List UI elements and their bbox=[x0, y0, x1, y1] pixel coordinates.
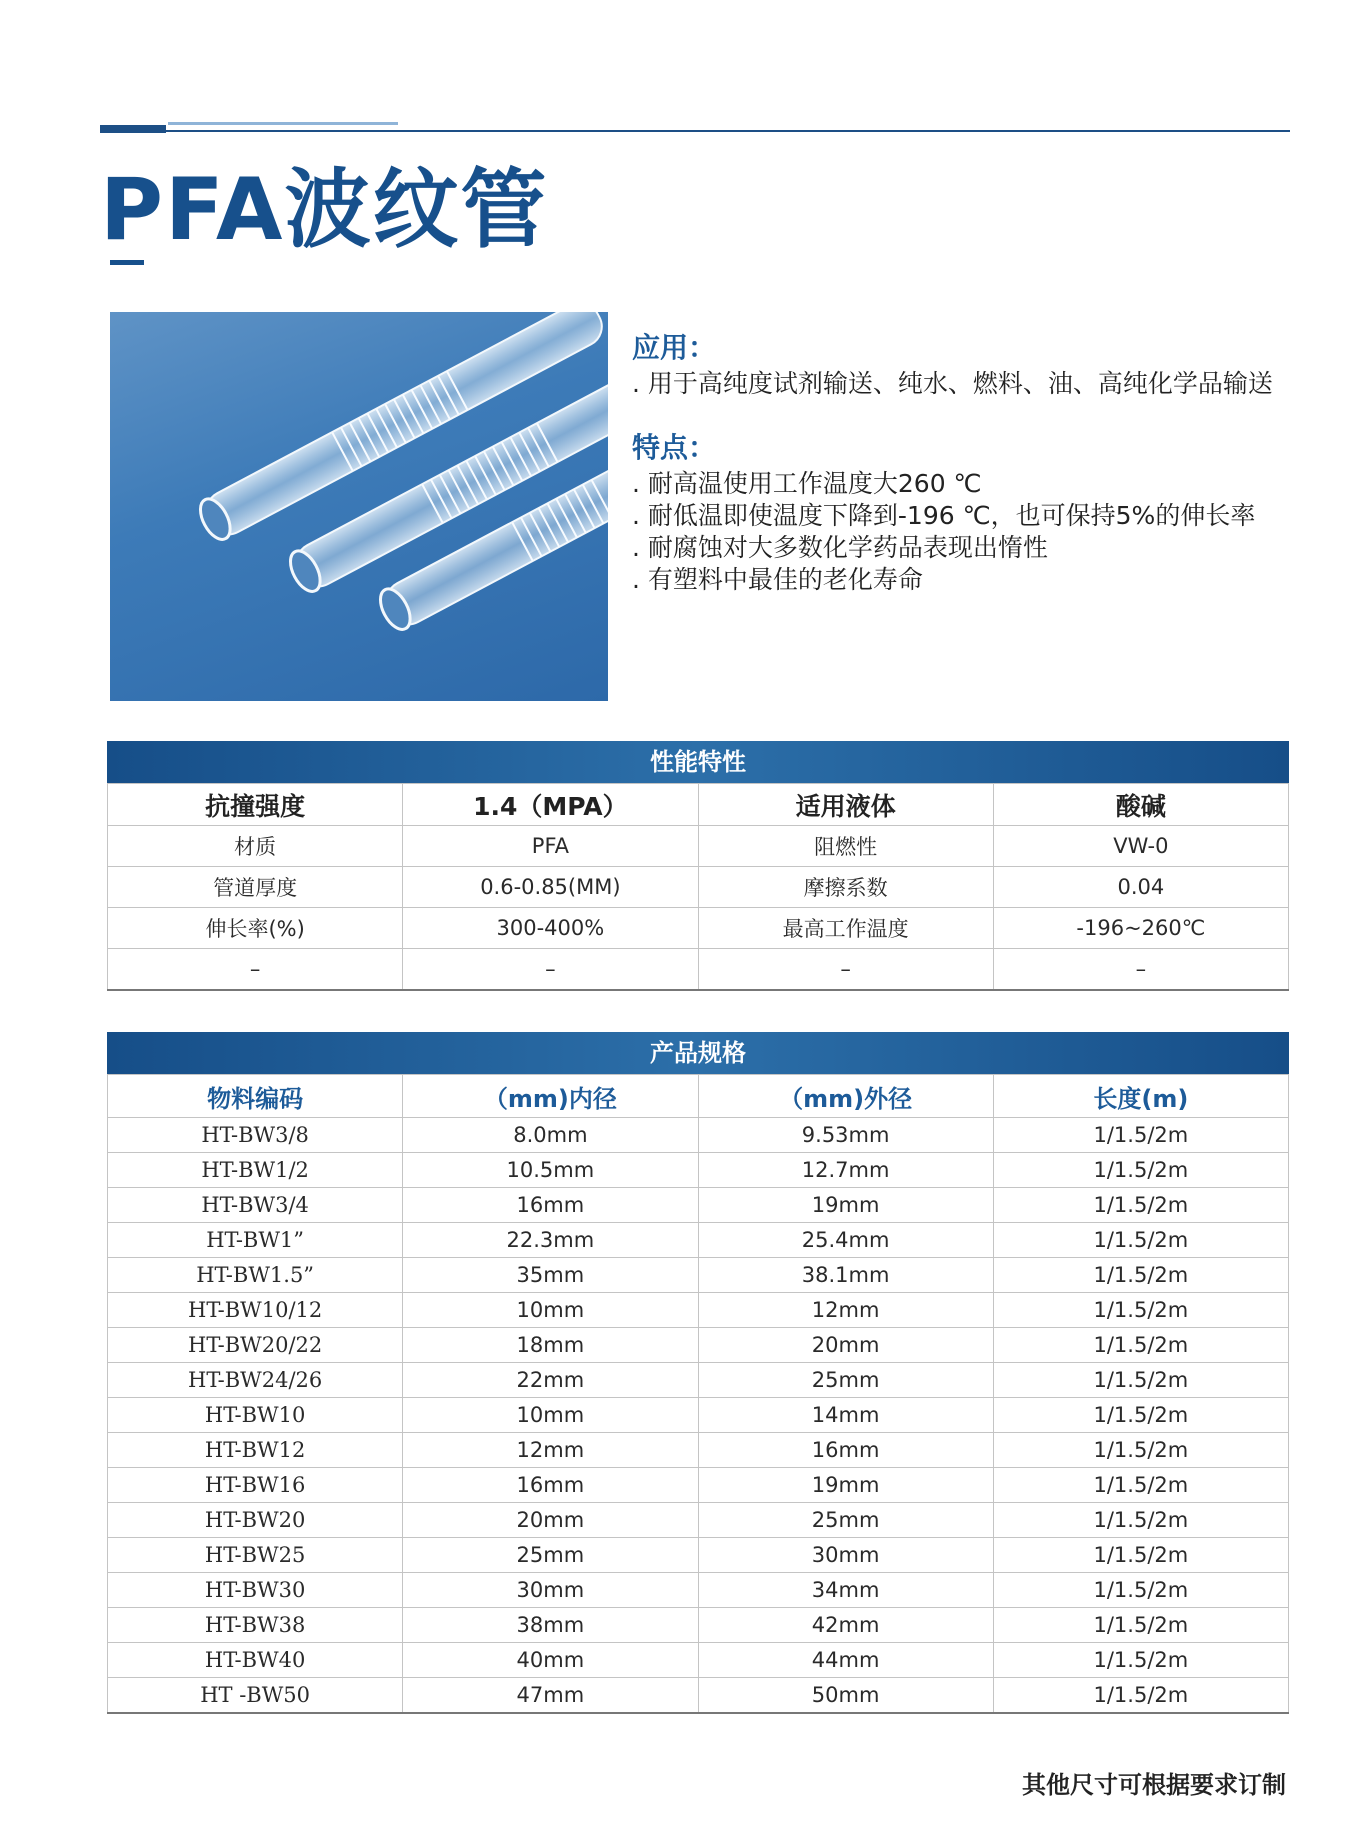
table-cell: 0.6-0.85(MM) bbox=[403, 867, 698, 908]
material-code-cell: HT-BW25 bbox=[108, 1538, 403, 1573]
table-cell: 40mm bbox=[403, 1643, 698, 1678]
table-cell: 0.04 bbox=[993, 867, 1288, 908]
corrugated-tube-illustration bbox=[110, 312, 608, 701]
table-row bbox=[108, 1433, 1289, 1468]
table-cell: 1/1.5/2m bbox=[993, 1573, 1288, 1608]
table-cell: 1/1.5/2m bbox=[993, 1503, 1288, 1538]
feature-item: . 耐高温使用工作温度大260 ℃ bbox=[632, 469, 982, 498]
table-row bbox=[108, 1118, 1289, 1153]
material-code-cell: HT-BW10 bbox=[108, 1398, 403, 1433]
table-cell: 14mm bbox=[698, 1398, 993, 1433]
table-row bbox=[108, 1678, 1289, 1714]
table-cell: 19mm bbox=[698, 1468, 993, 1503]
features-heading: 特点： bbox=[632, 431, 717, 464]
material-code-cell: HT-BW24/26 bbox=[108, 1363, 403, 1398]
table-cell: 1/1.5/2m bbox=[993, 1678, 1288, 1714]
material-code-cell: HT-BW3/4 bbox=[108, 1188, 403, 1223]
table-cell: 22mm bbox=[403, 1363, 698, 1398]
table-row bbox=[108, 1538, 1289, 1573]
table-cell: 18mm bbox=[403, 1328, 698, 1363]
custom-size-note: 其他尺寸可根据要求订制 bbox=[1022, 1771, 1286, 1799]
table-cell: 1/1.5/2m bbox=[993, 1538, 1288, 1573]
material-code-cell: HT-BW16 bbox=[108, 1468, 403, 1503]
title-underline-mark bbox=[110, 260, 144, 265]
table-cell: 1/1.5/2m bbox=[993, 1468, 1288, 1503]
table-cell: 50mm bbox=[698, 1678, 993, 1714]
product-info bbox=[632, 328, 1332, 596]
table-row bbox=[108, 1398, 1289, 1433]
table-cell: 30mm bbox=[403, 1573, 698, 1608]
material-code-cell: HT-BW30 bbox=[108, 1573, 403, 1608]
table-cell: 16mm bbox=[403, 1188, 698, 1223]
application-item: . 用于高纯度试剂输送、纯水、燃料、油、高纯化学品输送 bbox=[632, 369, 1273, 398]
material-code-cell: HT -BW50 bbox=[108, 1678, 403, 1714]
table-cell: 1/1.5/2m bbox=[993, 1118, 1288, 1153]
column-header: （mm)外径 bbox=[698, 1075, 993, 1118]
table-row bbox=[108, 1293, 1289, 1328]
performance-table-header: 性能特性 bbox=[107, 741, 1289, 783]
decorative-light-line bbox=[168, 122, 398, 125]
table-cell: 伸长率(%) bbox=[108, 908, 403, 949]
table-cell: 1/1.5/2m bbox=[993, 1293, 1288, 1328]
feature-item: . 耐低温即使温度下降到-196 ℃，也可保持5%的伸长率 bbox=[632, 501, 1256, 530]
product-photo bbox=[110, 312, 608, 701]
table-cell: 10mm bbox=[403, 1398, 698, 1433]
table-cell: 1.4（MPA） bbox=[403, 784, 698, 826]
table-cell: 1/1.5/2m bbox=[993, 1643, 1288, 1678]
spec-table-header: 产品规格 bbox=[107, 1032, 1289, 1074]
performance-table-block bbox=[107, 741, 1289, 991]
table-cell: VW-0 bbox=[993, 826, 1288, 867]
material-code-cell: HT-BW20 bbox=[108, 1503, 403, 1538]
table-row bbox=[108, 1363, 1289, 1398]
table-cell: 1/1.5/2m bbox=[993, 1258, 1288, 1293]
table-cell: 47mm bbox=[403, 1678, 698, 1714]
table-cell: – bbox=[993, 949, 1288, 991]
table-cell: 9.53mm bbox=[698, 1118, 993, 1153]
table-row bbox=[108, 908, 1289, 949]
spec-table bbox=[107, 1074, 1289, 1714]
table-cell: 12.7mm bbox=[698, 1153, 993, 1188]
page-title: PFA波纹管 bbox=[100, 160, 549, 260]
table-row bbox=[108, 1223, 1289, 1258]
table-row bbox=[108, 1153, 1289, 1188]
table-row bbox=[108, 1503, 1289, 1538]
feature-item: . 耐腐蚀对大多数化学药品表现出惰性 bbox=[632, 533, 1048, 562]
table-cell: 8.0mm bbox=[403, 1118, 698, 1153]
table-cell: 1/1.5/2m bbox=[993, 1153, 1288, 1188]
column-header: 长度(m) bbox=[993, 1075, 1288, 1118]
table-cell: – bbox=[698, 949, 993, 991]
table-row bbox=[108, 1258, 1289, 1293]
table-cell: PFA bbox=[403, 826, 698, 867]
table-cell: 10mm bbox=[403, 1293, 698, 1328]
table-row bbox=[108, 1608, 1289, 1643]
table-cell: 38.1mm bbox=[698, 1258, 993, 1293]
table-row bbox=[108, 867, 1289, 908]
table-cell: 20mm bbox=[698, 1328, 993, 1363]
table-cell: 25mm bbox=[698, 1503, 993, 1538]
table-cell: 抗撞强度 bbox=[108, 784, 403, 826]
table-cell: 12mm bbox=[698, 1293, 993, 1328]
decorative-top-rule bbox=[100, 130, 1290, 132]
spec-table-block bbox=[107, 1032, 1289, 1714]
table-row bbox=[108, 826, 1289, 867]
table-cell: 酸碱 bbox=[993, 784, 1288, 826]
material-code-cell: HT-BW38 bbox=[108, 1608, 403, 1643]
table-cell: 管道厚度 bbox=[108, 867, 403, 908]
table-cell: 22.3mm bbox=[403, 1223, 698, 1258]
performance-table bbox=[107, 783, 1289, 991]
table-cell: 20mm bbox=[403, 1503, 698, 1538]
table-cell: 38mm bbox=[403, 1608, 698, 1643]
table-cell: 1/1.5/2m bbox=[993, 1188, 1288, 1223]
material-code-cell: HT-BW3/8 bbox=[108, 1118, 403, 1153]
table-cell: 30mm bbox=[698, 1538, 993, 1573]
table-row bbox=[108, 1643, 1289, 1678]
table-cell: 34mm bbox=[698, 1573, 993, 1608]
table-cell: 1/1.5/2m bbox=[993, 1223, 1288, 1258]
feature-item: . 有塑料中最佳的老化寿命 bbox=[632, 565, 923, 594]
application-heading: 应用： bbox=[632, 331, 717, 364]
table-cell: – bbox=[403, 949, 698, 991]
table-cell: 最高工作温度 bbox=[698, 908, 993, 949]
material-code-cell: HT-BW1” bbox=[108, 1223, 403, 1258]
material-code-cell: HT-BW40 bbox=[108, 1643, 403, 1678]
table-cell: 1/1.5/2m bbox=[993, 1398, 1288, 1433]
table-row bbox=[108, 1188, 1289, 1223]
table-cell: 1/1.5/2m bbox=[993, 1363, 1288, 1398]
table-cell: – bbox=[108, 949, 403, 991]
table-cell: 19mm bbox=[698, 1188, 993, 1223]
table-cell: 1/1.5/2m bbox=[993, 1328, 1288, 1363]
table-cell: 25.4mm bbox=[698, 1223, 993, 1258]
table-cell: 25mm bbox=[698, 1363, 993, 1398]
table-cell: 16mm bbox=[403, 1468, 698, 1503]
material-code-cell: HT-BW12 bbox=[108, 1433, 403, 1468]
table-cell: 阻燃性 bbox=[698, 826, 993, 867]
table-row bbox=[108, 1573, 1289, 1608]
table-row bbox=[108, 949, 1289, 991]
table-cell: 42mm bbox=[698, 1608, 993, 1643]
table-cell: -196~260℃ bbox=[993, 908, 1288, 949]
column-header: （mm)内径 bbox=[403, 1075, 698, 1118]
material-code-cell: HT-BW1/2 bbox=[108, 1153, 403, 1188]
table-cell: 适用液体 bbox=[698, 784, 993, 826]
column-header: 物料编码 bbox=[108, 1075, 403, 1118]
material-code-cell: HT-BW10/12 bbox=[108, 1293, 403, 1328]
table-cell: 25mm bbox=[403, 1538, 698, 1573]
table-cell: 12mm bbox=[403, 1433, 698, 1468]
material-code-cell: HT-BW20/22 bbox=[108, 1328, 403, 1363]
performance-header-row bbox=[108, 784, 1289, 826]
material-code-cell: HT-BW1.5” bbox=[108, 1258, 403, 1293]
table-row bbox=[108, 1468, 1289, 1503]
table-cell: 10.5mm bbox=[403, 1153, 698, 1188]
table-cell: 1/1.5/2m bbox=[993, 1608, 1288, 1643]
table-cell: 材质 bbox=[108, 826, 403, 867]
spec-column-headers bbox=[108, 1075, 1289, 1118]
table-cell: 44mm bbox=[698, 1643, 993, 1678]
table-cell: 300-400% bbox=[403, 908, 698, 949]
table-cell: 16mm bbox=[698, 1433, 993, 1468]
table-cell: 1/1.5/2m bbox=[993, 1433, 1288, 1468]
table-cell: 35mm bbox=[403, 1258, 698, 1293]
table-cell: 摩擦系数 bbox=[698, 867, 993, 908]
table-row bbox=[108, 1328, 1289, 1363]
